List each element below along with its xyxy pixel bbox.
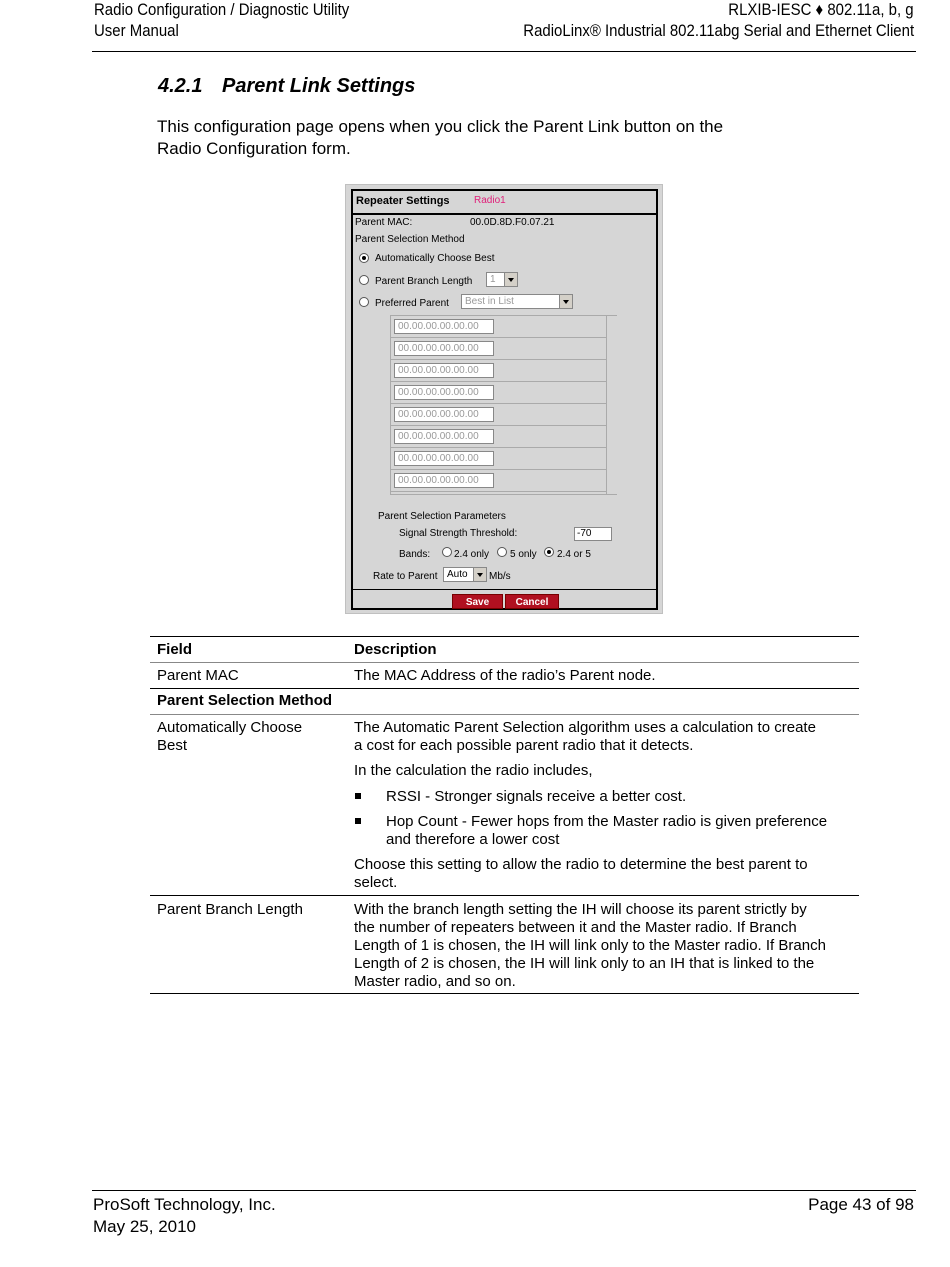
row-divider xyxy=(150,688,859,689)
auto-desc xyxy=(354,719,816,755)
rate-value: Auto xyxy=(447,569,468,580)
footer-date: May 25, 2010 xyxy=(93,1217,197,1236)
list-item xyxy=(391,448,606,470)
band-5-label: 5 only xyxy=(510,549,537,560)
branch-field: Parent Branch Length xyxy=(157,901,303,918)
button-divider xyxy=(353,589,656,590)
branch-desc-line: the number of repeaters between it and the Master radio. If Branch xyxy=(354,919,797,936)
chevron-down-icon xyxy=(559,295,572,308)
mac-input[interactable]: 00.00.00.00.00.00 xyxy=(394,407,494,422)
band-24-label: 2.4 only xyxy=(454,549,490,560)
mac-input[interactable]: 00.00.00.00.00.00 xyxy=(394,363,494,378)
branch-length-radio[interactable] xyxy=(359,275,369,285)
threshold-label: Signal Strength Threshold: xyxy=(399,528,518,539)
branch-length-value: 1 xyxy=(490,274,496,285)
mac-input[interactable]: 00.00.00.00.00.00 xyxy=(394,341,494,356)
radio-name: Radio1 xyxy=(474,195,506,206)
footer-page-number: Page 43 of 98 xyxy=(808,1195,914,1214)
preferred-mac-list xyxy=(390,315,617,495)
bullet-icon xyxy=(355,818,361,824)
auto-choose-radio[interactable] xyxy=(359,253,369,263)
band-both-label: 2.4 or 5 xyxy=(557,549,591,560)
list-item xyxy=(391,316,606,338)
branch-length-select[interactable] xyxy=(486,272,518,287)
intro-line: Radio Configuration form. xyxy=(157,139,351,158)
auto-desc-line: Choose this setting to allow the radio to determine the best parent to xyxy=(354,856,808,873)
chevron-down-icon xyxy=(473,568,486,581)
footer-company: ProSoft Technology, Inc. xyxy=(93,1195,276,1214)
band-24-radio[interactable] xyxy=(442,547,452,557)
group-heading: Parent Selection Method xyxy=(157,692,333,709)
mac-input[interactable]: 00.00.00.00.00.00 xyxy=(394,385,494,400)
preferred-parent-value: Best in List xyxy=(465,296,514,307)
selection-method-label: Parent Selection Method xyxy=(355,234,465,245)
branch-length-label: Parent Branch Length xyxy=(375,276,473,287)
col-header-field: Field xyxy=(157,641,193,658)
mac-input[interactable]: 00.00.00.00.00.00 xyxy=(394,319,494,334)
rate-select[interactable] xyxy=(443,567,487,582)
auto-desc-line: The Automatic Parent Selection algorithm uses a calculation to create xyxy=(354,719,816,736)
repeater-settings-figure xyxy=(345,184,663,614)
row-divider xyxy=(150,662,859,663)
col-header-description: Description xyxy=(354,641,437,658)
intro-paragraph xyxy=(157,116,837,160)
branch-desc xyxy=(354,901,826,991)
list-item xyxy=(391,382,606,404)
repeater-settings-panel xyxy=(351,189,658,610)
bullet-hop-count xyxy=(386,813,827,849)
auto-desc-line: select. xyxy=(354,874,398,891)
auto-desc-choose xyxy=(354,856,808,892)
save-button[interactable]: Save xyxy=(452,594,503,609)
auto-field-line: Automatically Choose xyxy=(157,719,303,736)
branch-desc-line: With the branch length setting the IH will choose its parent strictly by xyxy=(354,901,807,918)
panel-title: Repeater Settings xyxy=(356,195,450,207)
list-scrollbar[interactable] xyxy=(606,316,617,494)
intro-line: This configuration page opens when you click the Parent Link button on the xyxy=(157,117,724,136)
preferred-parent-radio[interactable] xyxy=(359,297,369,307)
list-item xyxy=(391,338,606,360)
bullet-icon xyxy=(355,793,361,799)
rate-label: Rate to Parent xyxy=(373,571,438,582)
section-heading xyxy=(158,75,415,98)
auto-desc-line: a cost for each possible parent radio that it detects. xyxy=(354,737,694,754)
branch-desc-line: Length of 1 is chosen, the IH will link only to the Master radio. If Branch xyxy=(354,937,826,954)
preferred-parent-select[interactable] xyxy=(461,294,573,309)
footer-divider xyxy=(92,1190,916,1191)
section-number: 4.2.1 xyxy=(158,75,203,97)
header-title: Radio Configuration / Diagnostic Utility xyxy=(94,0,350,19)
panel-title-bar xyxy=(353,191,656,215)
chevron-down-icon xyxy=(504,273,517,286)
table-bottom-rule xyxy=(150,993,859,994)
header-product: RLXIB-IESC ♦ 802.11a, b, g xyxy=(728,0,914,19)
preferred-parent-label: Preferred Parent xyxy=(375,298,449,309)
row-mac-desc: The MAC Address of the radio’s Parent node. xyxy=(354,667,656,684)
list-item xyxy=(391,470,606,492)
list-item xyxy=(391,360,606,382)
bands-label: Bands: xyxy=(399,549,431,560)
row-divider xyxy=(150,895,859,896)
cancel-button[interactable]: Cancel xyxy=(505,594,559,609)
parent-mac-value: 00.0D.8D.F0.07.21 xyxy=(470,217,555,228)
list-item xyxy=(391,404,606,426)
bullet-line: Hop Count - Fewer hops from the Master radio is given preference xyxy=(386,813,828,830)
bullet-line: and therefore a lower cost xyxy=(386,831,560,848)
header-subtitle: User Manual xyxy=(94,21,179,40)
band-both-radio[interactable] xyxy=(544,547,554,557)
row-mac-field: Parent MAC xyxy=(157,667,239,684)
auto-field xyxy=(157,719,302,755)
table-top-rule xyxy=(150,636,859,637)
auto-desc-intro: In the calculation the radio includes, xyxy=(354,762,593,779)
row-divider xyxy=(150,714,859,715)
branch-desc-line: Master radio, and so on. xyxy=(354,973,516,990)
header-divider xyxy=(92,51,916,52)
header-product-desc: RadioLinx® Industrial 802.11abg Serial and Ethernet Client xyxy=(523,21,914,40)
auto-field-line: Best xyxy=(157,737,188,754)
branch-desc-line: Length of 2 is chosen, the IH will link only to an IH that is linked to the xyxy=(354,955,815,972)
section-title: Parent Link Settings xyxy=(222,75,416,97)
list-item xyxy=(391,426,606,448)
bullet-rssi: RSSI - Stronger signals receive a better cost. xyxy=(386,788,687,805)
mac-input[interactable]: 00.00.00.00.00.00 xyxy=(394,451,494,466)
rate-unit: Mb/s xyxy=(489,571,511,582)
band-5-radio[interactable] xyxy=(497,547,507,557)
auto-choose-label: Automatically Choose Best xyxy=(375,253,495,264)
mac-input[interactable]: 00.00.00.00.00.00 xyxy=(394,429,494,444)
parent-mac-label: Parent MAC: xyxy=(355,217,413,228)
mac-input[interactable]: 00.00.00.00.00.00 xyxy=(394,473,494,488)
params-label: Parent Selection Parameters xyxy=(378,511,506,522)
threshold-input[interactable]: -70 xyxy=(574,527,612,541)
